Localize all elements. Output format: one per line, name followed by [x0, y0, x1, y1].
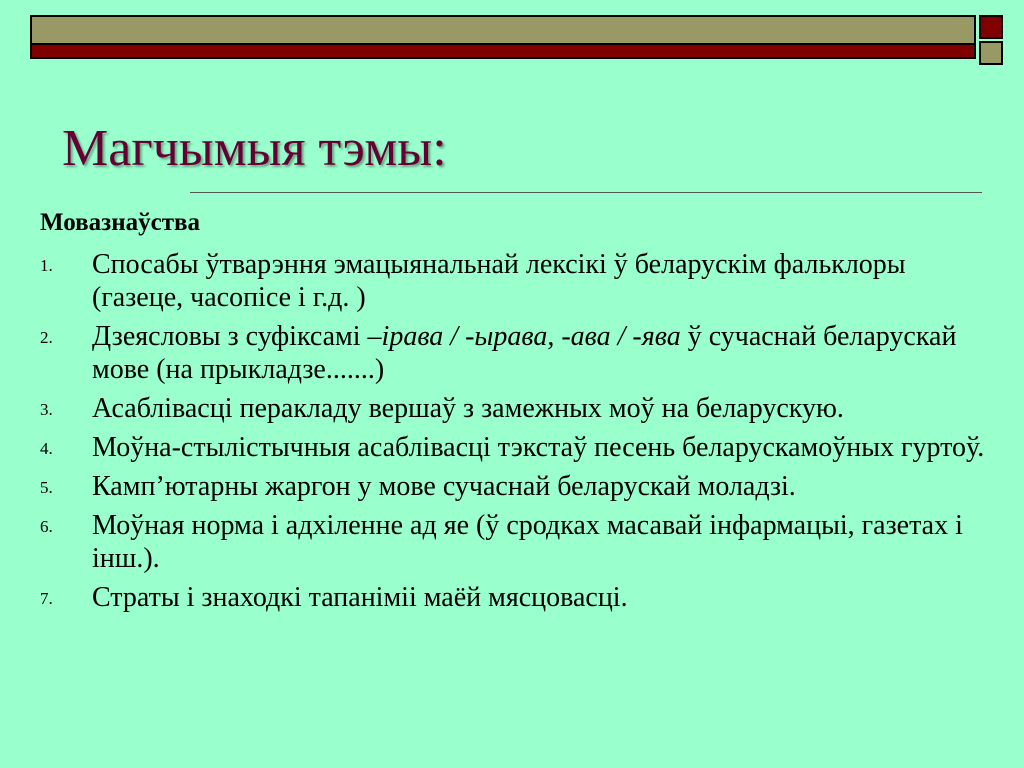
topic-item: [0, 431, 1000, 464]
decorative-square-maroon: [979, 15, 1003, 39]
topic-text: [92, 581, 1000, 614]
topic-text-segment: Моўна-стылістычныя асаблівасці тэкстаў песень беларускамоўных гуртоў.: [92, 432, 985, 463]
topic-number: 5.: [40, 478, 53, 497]
decorative-square-olive: [979, 41, 1003, 65]
topic-text: [92, 509, 1000, 575]
topic-text: [92, 248, 1000, 314]
section-heading: Мовазнаўства: [40, 209, 200, 236]
topic-text: [92, 392, 1000, 425]
topic-text-segment: ў сучаснай беларускай мове (на прыкладзе.......): [92, 321, 957, 385]
topic-list: [0, 248, 1000, 620]
topic-text-segment: Моўная норма і адхіленне ад яе (ў сродках масавай інфармацыі, газетах і інш.).: [92, 510, 963, 574]
topic-number: 4.: [40, 439, 53, 458]
topic-number: 3.: [40, 400, 53, 419]
topic-item: [0, 581, 1000, 614]
topic-number: 1.: [40, 256, 53, 275]
topic-item: [0, 470, 1000, 503]
topic-item: [0, 248, 1000, 314]
topic-item: [0, 509, 1000, 575]
topic-text-italic-segment: ірава / -ырава, -ава / -ява: [381, 321, 681, 352]
decorative-top-bar-olive-stripe: [32, 17, 974, 45]
topic-text-segment: Асаблівасці перакладу вершаў з замежных моў на беларускую.: [92, 393, 844, 424]
decorative-top-bar: [30, 15, 976, 59]
topic-text-segment: Дзеясловы з суфіксамі –: [92, 321, 382, 352]
topic-text: [92, 431, 1000, 464]
title-divider: [190, 192, 982, 193]
topic-item: [0, 392, 1000, 425]
topic-text-segment: Камп’ютарны жаргон у мове сучаснай беларускай моладзі.: [92, 471, 796, 502]
slide-title: Магчымыя тэмы:: [62, 120, 447, 177]
topic-item: [0, 320, 1000, 386]
topic-number: 2.: [40, 328, 53, 347]
topic-text: [92, 470, 1000, 503]
topic-text-segment: Спосабы ўтварэння эмацыянальнай лексікі ў беларускім фальклоры (газеце, часопісе і г.д. ): [92, 249, 906, 313]
topic-number: 7.: [40, 589, 53, 608]
topic-number: 6.: [40, 517, 53, 536]
topic-text-segment: Страты і знаходкі тапаніміі маёй мясцовасці.: [92, 582, 628, 613]
topic-text: [92, 320, 1000, 386]
